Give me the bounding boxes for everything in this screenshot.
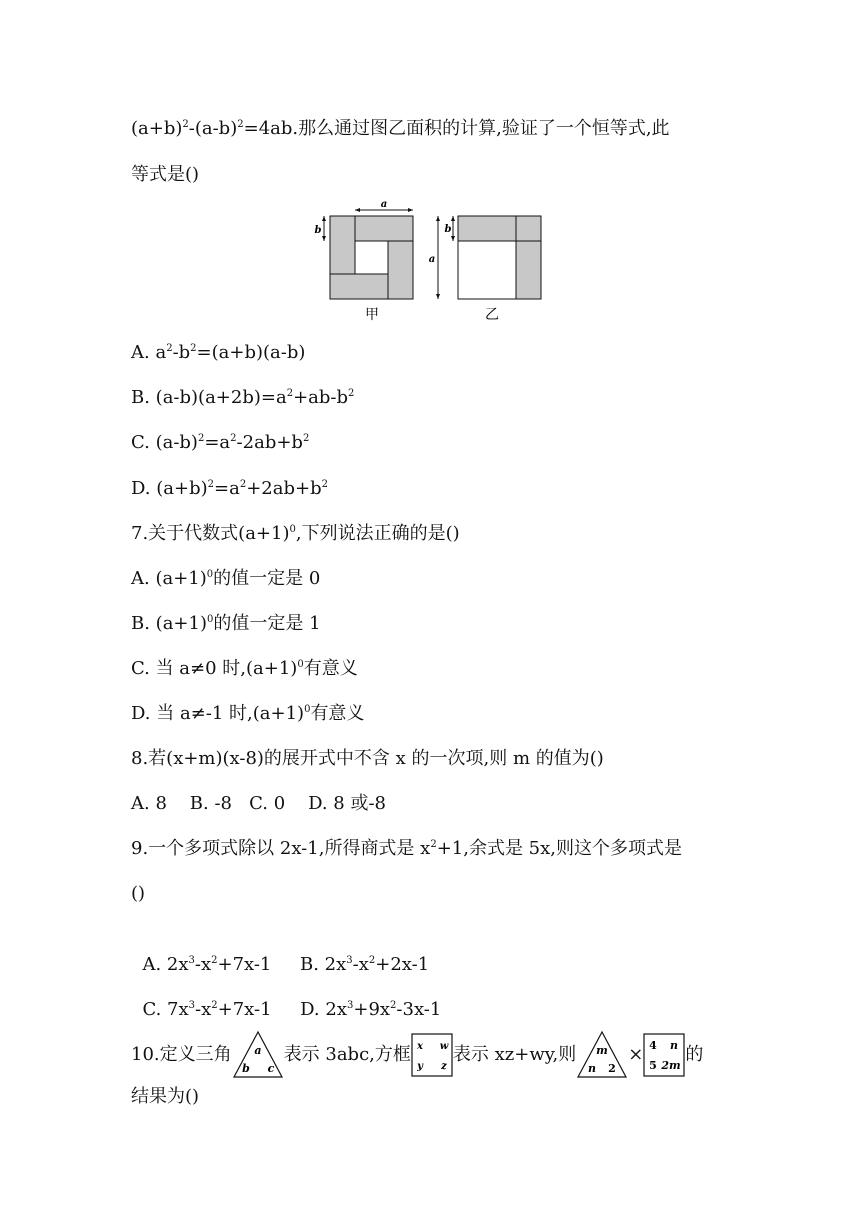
q9-options-cd (131, 971, 441, 1023)
yi-right-strip (516, 241, 541, 299)
arrow-right-icon (408, 208, 413, 212)
box2-tl: 4 (649, 1039, 658, 1052)
text: -x (195, 999, 212, 1020)
q10-stem-2: 结果为() (131, 1086, 200, 1107)
jia-left-strip (330, 216, 355, 274)
superscript: 2 (368, 955, 376, 966)
dim-a-top: a (380, 200, 388, 210)
text: +2ab+b (246, 478, 322, 499)
superscript: 3 (346, 955, 353, 966)
figure-jia (330, 216, 413, 299)
superscript: 2 (348, 388, 355, 399)
superscript: 2 (211, 1000, 218, 1011)
text: +7x-1 B. 2x (217, 954, 347, 975)
superscript: 0 (304, 704, 311, 715)
text: =a (214, 478, 240, 499)
arrow-down-icon (322, 236, 326, 241)
q7-option-a (131, 566, 320, 592)
box2-tr: n (670, 1039, 679, 1052)
q7-option-b (131, 611, 321, 637)
superscript: 0 (206, 569, 214, 580)
text: -3x-1 (396, 999, 442, 1020)
text: 10.定义三角 (131, 1044, 232, 1065)
box-4n52m-icon (643, 1033, 685, 1077)
text: =4ab.那么通过图乙面积的计算,验证了一个恒等式,此 (243, 118, 670, 139)
area-figure (310, 200, 550, 325)
box-xwyz-icon (411, 1033, 453, 1077)
superscript: 2 (321, 479, 328, 490)
q7-stem (131, 521, 460, 547)
text: A. a (131, 342, 167, 363)
text: B. (a+1) (131, 613, 207, 634)
q6-option-b (131, 385, 354, 411)
jia-bottom-strip (330, 274, 388, 299)
text: +7x-1 D. 2x (217, 999, 347, 1020)
arrow-down-icon (436, 294, 440, 299)
superscript: 3 (346, 1000, 354, 1011)
text: =a (204, 432, 231, 453)
dim-b-left: b (314, 225, 322, 236)
text: 的值一定是 1 (213, 613, 321, 634)
dim-b-right: b (444, 224, 452, 235)
dim-a-right: a (428, 254, 436, 265)
text: +ab-b (293, 387, 349, 408)
superscript: 2 (166, 343, 173, 354)
box1-tl: x (416, 1041, 423, 1052)
text: -x (194, 954, 212, 975)
q10-stem (131, 1027, 703, 1083)
superscript: 2 (190, 343, 197, 354)
yi-corner (516, 216, 541, 241)
text: -x (352, 954, 369, 975)
q9-stem (131, 836, 682, 862)
box1-bl: y (416, 1061, 423, 1072)
text: C. (a-b) (131, 432, 198, 453)
q8-stem: 8.若(x+m)(x-8)的展开式中不含 x 的一次项,则 m 的值为() (131, 748, 604, 769)
text: ,下列说法正确的是() (295, 523, 460, 544)
times-sign: × (628, 1044, 644, 1065)
text: 表示 xz+wy,则 (452, 1044, 577, 1065)
superscript: 2 (211, 955, 218, 966)
tri1-right: c (267, 1062, 274, 1075)
q8-options: A. 8 B. -8 C. 0 D. 8 或-8 (131, 793, 387, 814)
box2-br: 2m (661, 1059, 681, 1072)
triangle-abc-icon (232, 1030, 284, 1080)
text: 表示 3abc,方框 (283, 1044, 411, 1065)
text: D. 当 a≠-1 时,(a+1) (131, 703, 305, 724)
text: +2x-1 (375, 954, 430, 975)
text: 9.一个多项式除以 2x-1,所得商式是 x (131, 838, 431, 859)
text: D. (a+b) (131, 478, 208, 499)
jia-top-strip (355, 216, 413, 241)
arrow-up-icon (322, 216, 326, 221)
intro-line-2: 等式是() (131, 164, 200, 185)
superscript: 2 (237, 119, 244, 130)
superscript: 3 (188, 955, 195, 966)
text: +1,余式是 5x,则这个多项式是 (436, 838, 682, 859)
text: -(a-b) (188, 118, 238, 139)
superscript: 0 (206, 614, 214, 625)
superscript: 2 (207, 479, 214, 490)
box1-br: z (441, 1061, 447, 1072)
superscript: 2 (302, 433, 310, 444)
arrow-up-icon (451, 216, 455, 221)
text: C. 7x (142, 999, 189, 1020)
label-jia: 甲 (365, 307, 379, 323)
text: 的值一定是 0 (213, 568, 321, 589)
superscript: 2 (182, 119, 189, 130)
text: +9x (353, 999, 391, 1020)
text: 有意义 (303, 658, 358, 679)
q6-option-c (131, 430, 309, 456)
arrow-up-icon (436, 216, 440, 221)
superscript: 2 (286, 388, 294, 399)
jia-right-strip (388, 241, 413, 299)
text: -2ab+b (236, 432, 303, 453)
superscript: 0 (297, 659, 304, 670)
text: A. (a+1) (131, 568, 207, 589)
text: 的 (685, 1044, 704, 1065)
box1-tr: w (439, 1041, 449, 1052)
yi-main-rect (458, 241, 516, 299)
superscript: 2 (390, 1000, 397, 1011)
triangle-mn2-icon (576, 1030, 628, 1080)
text: B. (a-b)(a+2b)=a (131, 387, 287, 408)
superscript: 0 (289, 524, 296, 535)
superscript: 3 (188, 1000, 196, 1011)
label-yi: 乙 (485, 307, 499, 323)
q9-stem-2: () (131, 883, 146, 904)
superscript: 2 (230, 433, 237, 444)
text: C. 当 a≠0 时,(a+1) (131, 658, 298, 679)
superscript: 2 (430, 839, 437, 850)
box2-bl: 5 (649, 1059, 658, 1072)
q7-option-d (131, 701, 364, 727)
superscript: 2 (239, 479, 247, 490)
arrow-down-icon (451, 236, 455, 241)
tri2-left: n (588, 1062, 597, 1075)
q6-option-d (131, 476, 328, 502)
q7-option-c (131, 656, 358, 682)
jia-inner-square (355, 241, 388, 274)
q6-option-a (131, 340, 305, 366)
intro-line-1 (131, 116, 670, 142)
text: =(a+b)(a-b) (196, 342, 306, 363)
tri1-top: a (254, 1044, 262, 1057)
figure-yi (458, 216, 541, 299)
yi-top-strip (458, 216, 516, 241)
arrow-left-icon (355, 208, 360, 212)
text: 7.关于代数式(a+1) (131, 523, 290, 544)
tri2-right: 2 (608, 1062, 617, 1075)
tri2-top: m (596, 1044, 609, 1057)
superscript: 2 (197, 433, 205, 444)
text: 有意义 (310, 703, 365, 724)
text: A. 2x (142, 954, 189, 975)
text: (a+b) (131, 118, 183, 139)
tri1-left: b (241, 1062, 250, 1075)
text: -b (172, 342, 191, 363)
